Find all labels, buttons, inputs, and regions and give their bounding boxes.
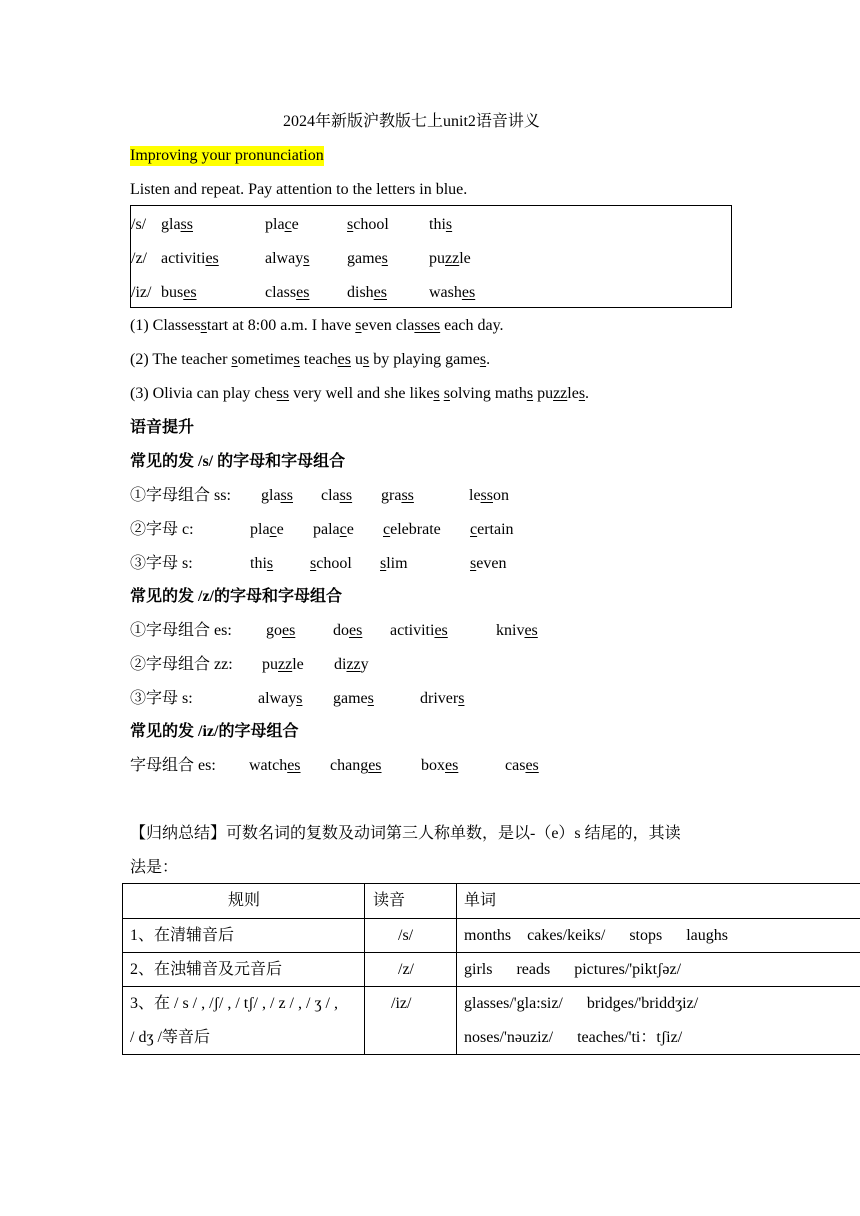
pronunciation-box [130,205,732,308]
sound-row-word: this [250,555,274,572]
sound-row-word: certain [470,521,514,538]
box-sound-label: /z/ [131,250,147,267]
sound-row-word: dizzy [334,656,369,673]
sound-row-word: grass [381,487,414,504]
sound-row-word: knives [496,622,538,639]
sound-row-word: changes [330,757,382,774]
table-sound-cell: /z/ [398,961,414,978]
table-rule-line [122,883,860,884]
sound-row-label: ①字母组合 es: [130,622,232,639]
box-word: place [265,216,299,233]
box-sound-label: /iz/ [131,284,152,301]
box-word: this [429,216,453,233]
heading-s-sound: 常见的发 /s/ 的字母和字母组合 [130,453,346,470]
example-sentence: (2) The teacher sometimes teaches us by playing games. [130,351,491,368]
sound-row-word: drivers [420,690,465,707]
table-rule-cell: 2、在浊辅音及元音后 [130,961,283,978]
box-word: games [347,250,388,267]
box-word: glass [161,216,193,233]
sound-row-word: watches [249,757,301,774]
sound-row-label: ③字母 s: [130,690,193,707]
table-rule-cell: / dʒ /等音后 [130,1029,210,1046]
table-rule-cell: 1、在清辅音后 [130,927,235,944]
table-rule-line [122,918,860,919]
table-column-line [456,883,457,1055]
summary-line-1: 【归纳总结】可数名词的复数及动词第三人称单数，是以-（e）s 结尾的，其读 [130,825,681,842]
sound-row-word: always [258,690,303,707]
table-sound-cell: /s/ [398,927,414,944]
table-rule-line [122,952,860,953]
summary-line-2: 法是： [130,859,179,876]
sound-row-label: 字母组合 es: [130,757,216,774]
table-words-cell: noses/'nəuziz/ teaches/'ti：tʃiz/ [464,1029,683,1046]
box-word: puzzle [429,250,471,267]
sound-row-word: goes [266,622,296,639]
box-word: always [265,250,310,267]
heading-z-sound: 常见的发 /z/的字母和字母组合 [130,588,342,605]
example-sentence: (1) Classesstart at 8:00 a.m. I have seven classes each day. [130,317,504,334]
sound-row-word: class [321,487,353,504]
box-word: dishes [347,284,387,301]
page-title: 2024年新版沪教版七上unit2语音讲义 [283,113,540,130]
sound-row-word: puzzle [262,656,304,673]
box-sound-label: /s/ [131,216,147,233]
table-column-line [122,883,123,1055]
sound-row-word: games [333,690,374,707]
table-header: 读音 [373,892,406,909]
sound-row-word: place [250,521,284,538]
table-rule-cell: 3、在 / s / , /ʃ/ , / tʃ/ , / z / , / ʒ / , [130,995,338,1012]
table-header: 单词 [464,892,497,909]
sound-row-word: cases [505,757,539,774]
instruction: Listen and repeat. Pay attention to the letters in blue. [130,181,468,198]
sound-row-word: lesson [469,487,509,504]
example-sentence: (3) Olivia can play chess very well and she likes solving maths puzzles. [130,385,590,402]
box-word: school [347,216,389,233]
table-words-cell: girls reads pictures/'piktʃəz/ [464,961,682,978]
sound-row-word: boxes [421,757,459,774]
sound-row-label: ②字母 c: [130,521,194,538]
sound-row-label: ②字母组合 zz: [130,656,233,673]
sound-row-word: celebrate [383,521,441,538]
table-header: 规则 [228,892,261,909]
box-word: activities [161,250,219,267]
subtitle-improve: 语音提升 [130,419,195,436]
sound-row-word: glass [261,487,293,504]
sound-row-word: palace [313,521,354,538]
sound-row-word: seven [470,555,507,572]
table-words-cell: months cakes/keiks/ stops laughs [464,927,728,944]
table-sound-cell: /iz/ [391,995,412,1012]
section-heading: Improving your pronunciation [130,147,324,164]
table-words-cell: glasses/'gla:siz/ bridges/'briddʒiz/ [464,995,699,1012]
box-word: classes [265,284,310,301]
table-rule-line [122,986,860,987]
table-column-line [364,883,365,1055]
box-word: washes [429,284,476,301]
sound-row-word: slim [380,555,408,572]
heading-iz-sound: 常见的发 /iz/的字母组合 [130,723,299,740]
sound-row-label: ①字母组合 ss: [130,487,231,504]
table-rule-line [122,1054,860,1055]
box-word: buses [161,284,197,301]
sound-row-label: ③字母 s: [130,555,193,572]
sound-row-word: does [333,622,363,639]
sound-row-word: activities [390,622,448,639]
sound-row-word: school [310,555,352,572]
